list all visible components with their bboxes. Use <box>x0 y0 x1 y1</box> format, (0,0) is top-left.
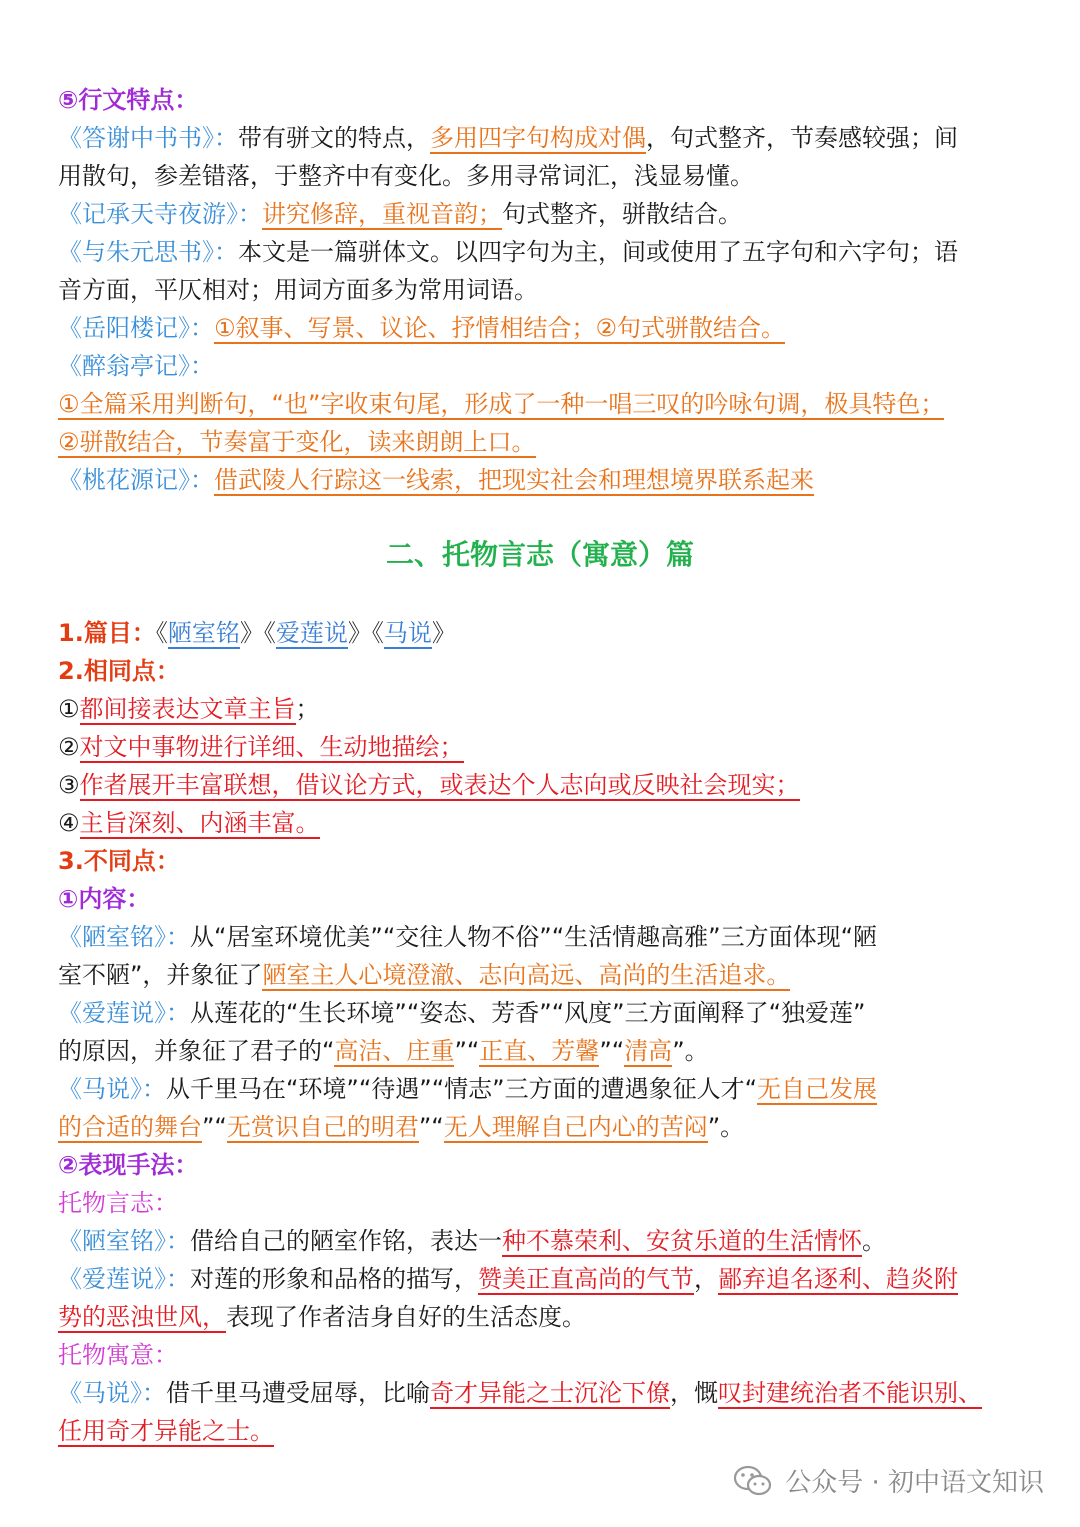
underlined-highlight: 高洁、庄重 <box>334 1037 455 1065</box>
underlined-highlight: 多用四字句构成对偶 <box>430 124 646 152</box>
underlined-highlight: 势的恶浊世风， <box>58 1303 226 1331</box>
text: ，句式整齐，节奏感较强；间 <box>646 124 958 152</box>
paragraph-als <box>58 994 1033 1032</box>
technique-subheading: ②表现手法： <box>58 1151 199 1179</box>
works-heading: 1.篇目： <box>58 619 156 647</box>
text: ”“ <box>599 1037 625 1065</box>
paragraph-zwtj-line2 <box>58 385 1033 423</box>
paragraph-ms-line2 <box>58 1108 1033 1146</box>
bracket: 》 <box>347 619 372 647</box>
book-title: 《记承天寺夜游》： <box>58 200 262 228</box>
paragraph-lsm <box>58 918 1033 956</box>
text: ”“ <box>418 1113 444 1141</box>
paragraph-als2 <box>58 1260 1033 1298</box>
text: 从千里马在“环境”“待遇”“情志”三方面的遭遇象征人才“ <box>166 1075 758 1103</box>
work-link-ms[interactable]: 马说 <box>383 619 432 647</box>
text: 借给自己的陋室作铭，表达一 <box>190 1227 502 1255</box>
bracket: 《 <box>155 619 168 647</box>
paragraph-lsm2 <box>58 1222 1033 1260</box>
paragraph-thyj <box>58 461 1033 499</box>
book-title: 《岳阳楼记》： <box>58 314 214 342</box>
underlined-highlight: 无人理解自己内心的苦闷 <box>443 1113 708 1141</box>
underlined-highlight: 种不慕荣利、安贫乐道的生活情怀 <box>502 1227 862 1255</box>
text: 表现了作者洁身自好的生活态度。 <box>226 1303 586 1331</box>
paragraph-zwtj-line3 <box>58 423 1033 461</box>
watermark <box>733 1462 1044 1499</box>
tuowu-yuyi-label: 托物寓意： <box>58 1341 178 1369</box>
paragraph-dxzss-line2: 用散句，参差错落，于整齐中有变化。多用寻常词汇，浅显易懂。 <box>58 162 754 190</box>
underlined-highlight: 正直、芳馨 <box>479 1037 600 1065</box>
bracket: 》 <box>239 619 264 647</box>
underlined-highlight: 对文中事物进行详细、生动地描绘； <box>79 733 464 761</box>
underlined-highlight: 作者展开丰富联想，借议论方式，或表达个人志向或反映社会现实； <box>79 771 800 799</box>
underlined-highlight: 奇才异能之士沉沦下僚 <box>430 1379 670 1407</box>
paragraph-yzys-line2: 音方面，平仄相对；用词方面多为常用词语。 <box>58 276 538 304</box>
book-title: 《陋室铭》： <box>58 1227 190 1255</box>
text: ，慨 <box>670 1379 718 1407</box>
text: 句式整齐，骈散结合。 <box>502 200 742 228</box>
book-title: 《陋室铭》： <box>58 923 190 951</box>
paragraph-ms <box>58 1070 1033 1108</box>
text: 的原因，并象征了君子的“ <box>58 1037 335 1065</box>
text: ”。 <box>672 1037 709 1065</box>
similarity-item <box>58 728 1033 766</box>
underlined-highlight: 陋室主人心境澄澈、志向高远、高尚的生活追求。 <box>262 961 791 989</box>
paragraph-dxzss <box>58 119 1033 157</box>
book-title: 《爱莲说》： <box>58 1265 190 1293</box>
text: 从“居室环境优美”“交往人物不俗”“生活情趣高雅”三方面体现“陋 <box>190 923 878 951</box>
underlined-highlight: 无自己发展 <box>757 1075 878 1103</box>
text: 对莲的形象和品格的描写， <box>190 1265 478 1293</box>
book-title: 《答谢中书书》： <box>58 124 238 152</box>
bracket: 》 <box>431 619 456 647</box>
tuowu-yanzhi-label: 托物言志： <box>58 1189 178 1217</box>
text: 本文是一篇骈体文。以四字句为主，间或使用了五字句和六字句；语 <box>238 238 958 266</box>
underlined-highlight: 借武陵人行踪这一线索，把现实社会和理想境界联系起来 <box>214 466 814 494</box>
underlined-highlight: 都间接表达文章主旨 <box>79 695 296 723</box>
book-title: 《醉翁亭记》： <box>58 352 214 380</box>
text: ”“ <box>454 1037 480 1065</box>
text: 带有骈文的特点， <box>238 124 430 152</box>
underlined-highlight: 叹封建统治者不能识别、 <box>718 1379 982 1407</box>
text: ”。 <box>707 1113 745 1141</box>
watermark-text: 公众号 · 初中语文知识 <box>785 1468 1044 1498</box>
book-title: 《马说》： <box>58 1075 166 1103</box>
item-number: ③ <box>58 771 80 799</box>
work-link-lsm[interactable]: 陋室铭 <box>167 619 240 647</box>
text: 室不陋”，并象征了 <box>58 961 263 989</box>
paragraph-ms2 <box>58 1374 1033 1412</box>
work-link-als[interactable]: 爱莲说 <box>275 619 348 647</box>
item-number: ② <box>58 733 80 761</box>
underlined-highlight: 主旨深刻、内涵丰富。 <box>79 809 320 837</box>
item-number: ① <box>58 695 80 723</box>
paragraph-als-line2 <box>58 1032 1033 1070</box>
paragraph-jcts <box>58 195 1033 233</box>
similarity-item <box>58 690 1033 728</box>
underlined-highlight: 鄙弃追名逐利、趋炎附 <box>718 1265 958 1293</box>
underlined-highlight: ①全篇采用判断句，“也”字收束句尾，形成了一种一唱三叹的吟咏句调，极具特色； <box>58 390 945 418</box>
book-title: 《桃花源记》： <box>58 466 214 494</box>
writing-features-heading: ⑤行文特点： <box>58 86 199 114</box>
bracket: 《 <box>263 619 276 647</box>
paragraph-als2-line2 <box>58 1298 1033 1336</box>
paragraph-lsm-line2 <box>58 956 1033 994</box>
paragraph-yzys <box>58 233 1033 271</box>
item-number: ④ <box>58 809 80 837</box>
paragraph-yyl <box>58 309 1033 347</box>
book-title: 《爱莲说》： <box>58 999 190 1027</box>
underlined-highlight: 清高 <box>624 1037 673 1065</box>
book-title: 《马说》： <box>58 1379 166 1407</box>
text: 从莲花的“生长环境”“姿态、芳香”“风度”三方面阐释了“独爱莲” <box>190 999 866 1027</box>
text: ”“ <box>202 1113 227 1141</box>
underlined-highlight: 无赏识自己的明君 <box>226 1113 419 1141</box>
book-title: 《与朱元思书》： <box>58 238 238 266</box>
underlined-highlight: 赞美正直高尚的气节 <box>478 1265 694 1293</box>
similarities-heading: 2.相同点： <box>58 657 180 685</box>
underlined-highlight: 讲究修辞，重视音韵； <box>262 200 502 228</box>
wechat-icon <box>733 1465 773 1497</box>
differences-heading: 3.不同点： <box>58 847 180 875</box>
text: ， <box>694 1265 718 1293</box>
similarity-item <box>58 804 1033 842</box>
text: 。 <box>862 1227 886 1255</box>
bracket: 《 <box>371 619 384 647</box>
works-list <box>58 614 1033 652</box>
section-title: 二、托物言志（寓意）篇 <box>385 538 694 571</box>
similarity-item <box>58 766 1033 804</box>
text: 借千里马遭受屈辱，比喻 <box>166 1379 430 1407</box>
text: ； <box>295 695 320 723</box>
content-subheading: ①内容： <box>58 885 151 913</box>
underlined-highlight: 的合适的舞台 <box>58 1113 202 1141</box>
paragraph-ms2-line2 <box>58 1412 1033 1450</box>
underlined-highlight: ①叙事、写景、议论、抒情相结合；②句式骈散结合。 <box>214 314 786 342</box>
paragraph-zwtj <box>58 347 1033 385</box>
underlined-highlight: ②骈散结合，节奏富于变化，读来朗朗上口。 <box>58 428 536 456</box>
underlined-highlight: 任用奇才异能之士。 <box>58 1417 274 1445</box>
